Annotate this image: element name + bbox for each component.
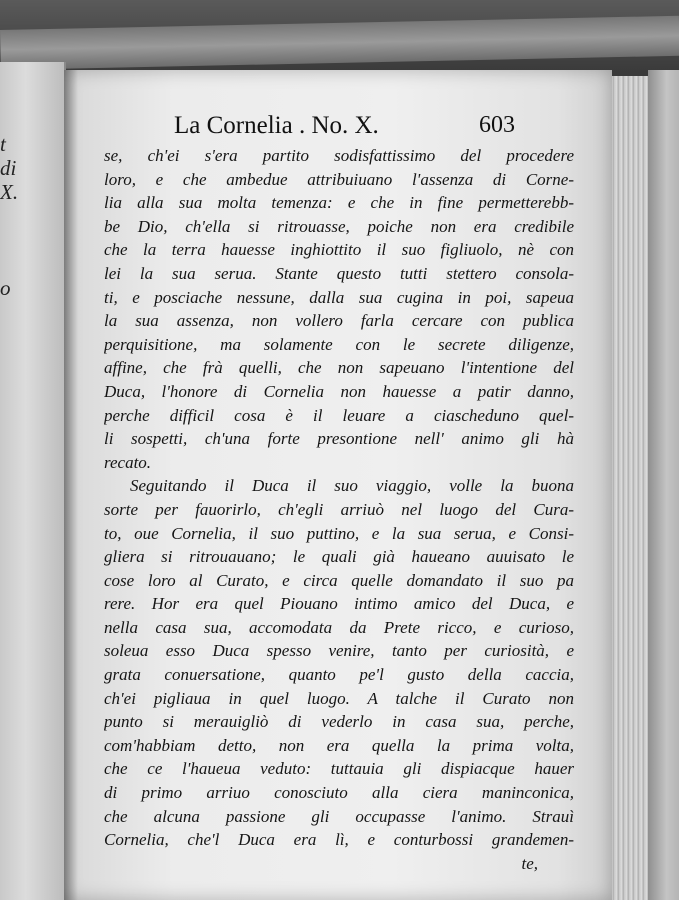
- left-page: [0, 62, 66, 900]
- catchword: te,: [521, 853, 538, 873]
- text-line: Duca, l'honore di Cornelia non hauesse a patir danno,: [104, 381, 574, 401]
- running-title: La Cornelia . No. X.: [174, 112, 379, 139]
- text-line: cose loro al Curato, e circa quelle domandato il suo pa: [104, 570, 574, 590]
- text-line: recato.: [104, 452, 152, 472]
- running-header: [174, 112, 514, 144]
- text-line: la sua assenza, non vollero farla cercare con publica: [104, 311, 574, 331]
- text-line: che la terra hauesse inghiottito il suo figliuolo, nè con: [104, 240, 574, 260]
- body-text: [104, 144, 574, 875]
- text-line: com'habbiam detto, non era quella la prima volta,: [104, 735, 574, 755]
- text-line: rere. Hor era quel Piouano intimo amico del Duca, e: [104, 594, 574, 614]
- text-line: gliera si ritrouauano; le quali già haueano auuisato le: [104, 547, 574, 567]
- text-line: lia alla sua molta temenza: e che in fine permetterebb-: [104, 193, 574, 213]
- left-fragment: [0, 252, 20, 276]
- text-line: li sospetti, ch'una forte presontione nell' animo gli hà: [104, 429, 574, 449]
- text-line: se, ch'ei s'era partito sodisfattissimo del procedere: [104, 146, 574, 165]
- text-line: Cornelia, che'l Duca era lì, e conturbossi grandemen-: [104, 830, 574, 850]
- left-fragment: di: [0, 156, 17, 180]
- text-line: to, oue Cornelia, il suo puttino, e la sua serua, e Consi-: [104, 523, 574, 543]
- left-fragment: [0, 228, 20, 252]
- left-fragment: [0, 204, 20, 228]
- text-line: punto si merauigliò di vederlo in casa sua, perche,: [104, 712, 574, 732]
- text-line: grata conuersatione, quanto pe'l gusto della caccia,: [104, 665, 574, 685]
- gutter-shadow: [64, 70, 78, 900]
- text-line: perche difficil cosa è il leuare a ciascheduno quel-: [104, 405, 574, 425]
- left-fragment: o: [0, 276, 11, 300]
- text-line: Seguitando il Duca il suo viaggio, volle la buona: [130, 476, 574, 496]
- text-line: lei la sua serua. Stante questo tutti stettero consola-: [104, 263, 574, 283]
- text-line: di primo arriuo conosciuto alla ciera maninconica,: [104, 783, 574, 803]
- text-line: ti, e posciache nessune, dalla sua cugina in poi, sapeua: [104, 287, 574, 307]
- text-line: be Dio, ch'ella si ritrouasse, poiche non era credibile: [104, 216, 574, 236]
- text-line: perquisitione, ma solamente con le secrete diligenze,: [104, 334, 574, 354]
- left-page-fragments: [0, 132, 20, 300]
- left-fragment: t: [0, 132, 6, 156]
- text-line: affine, che frà quelli, che non sapeuano l'intentione del: [104, 358, 574, 378]
- text-line: sorte per fauorirlo, ch'egli arriuò nel luogo del Cura-: [104, 499, 574, 519]
- text-line: nella casa sua, accomodata da Prete ricco, e curioso,: [104, 617, 574, 637]
- text-line: che alcuna passione gli occupasse l'animo. Strauì: [104, 806, 574, 826]
- text-line: loro, e che ambedue attribuiuano l'assenza di Corne-: [104, 169, 574, 189]
- text-line: che ce l'haueua veduto: tuttauia gli dispiacque hauer: [104, 759, 574, 779]
- book-page: [64, 70, 612, 900]
- text-line: soleua esso Duca spesso venire, tanto per curiosità, e: [104, 641, 574, 661]
- page-edges: [608, 76, 650, 900]
- text-line: ch'ei pigliaua in quel luogo. A talche il Curato non: [104, 688, 574, 708]
- page-number: 603: [479, 112, 515, 138]
- right-shadow: [648, 70, 679, 900]
- left-fragment: X.: [0, 180, 19, 204]
